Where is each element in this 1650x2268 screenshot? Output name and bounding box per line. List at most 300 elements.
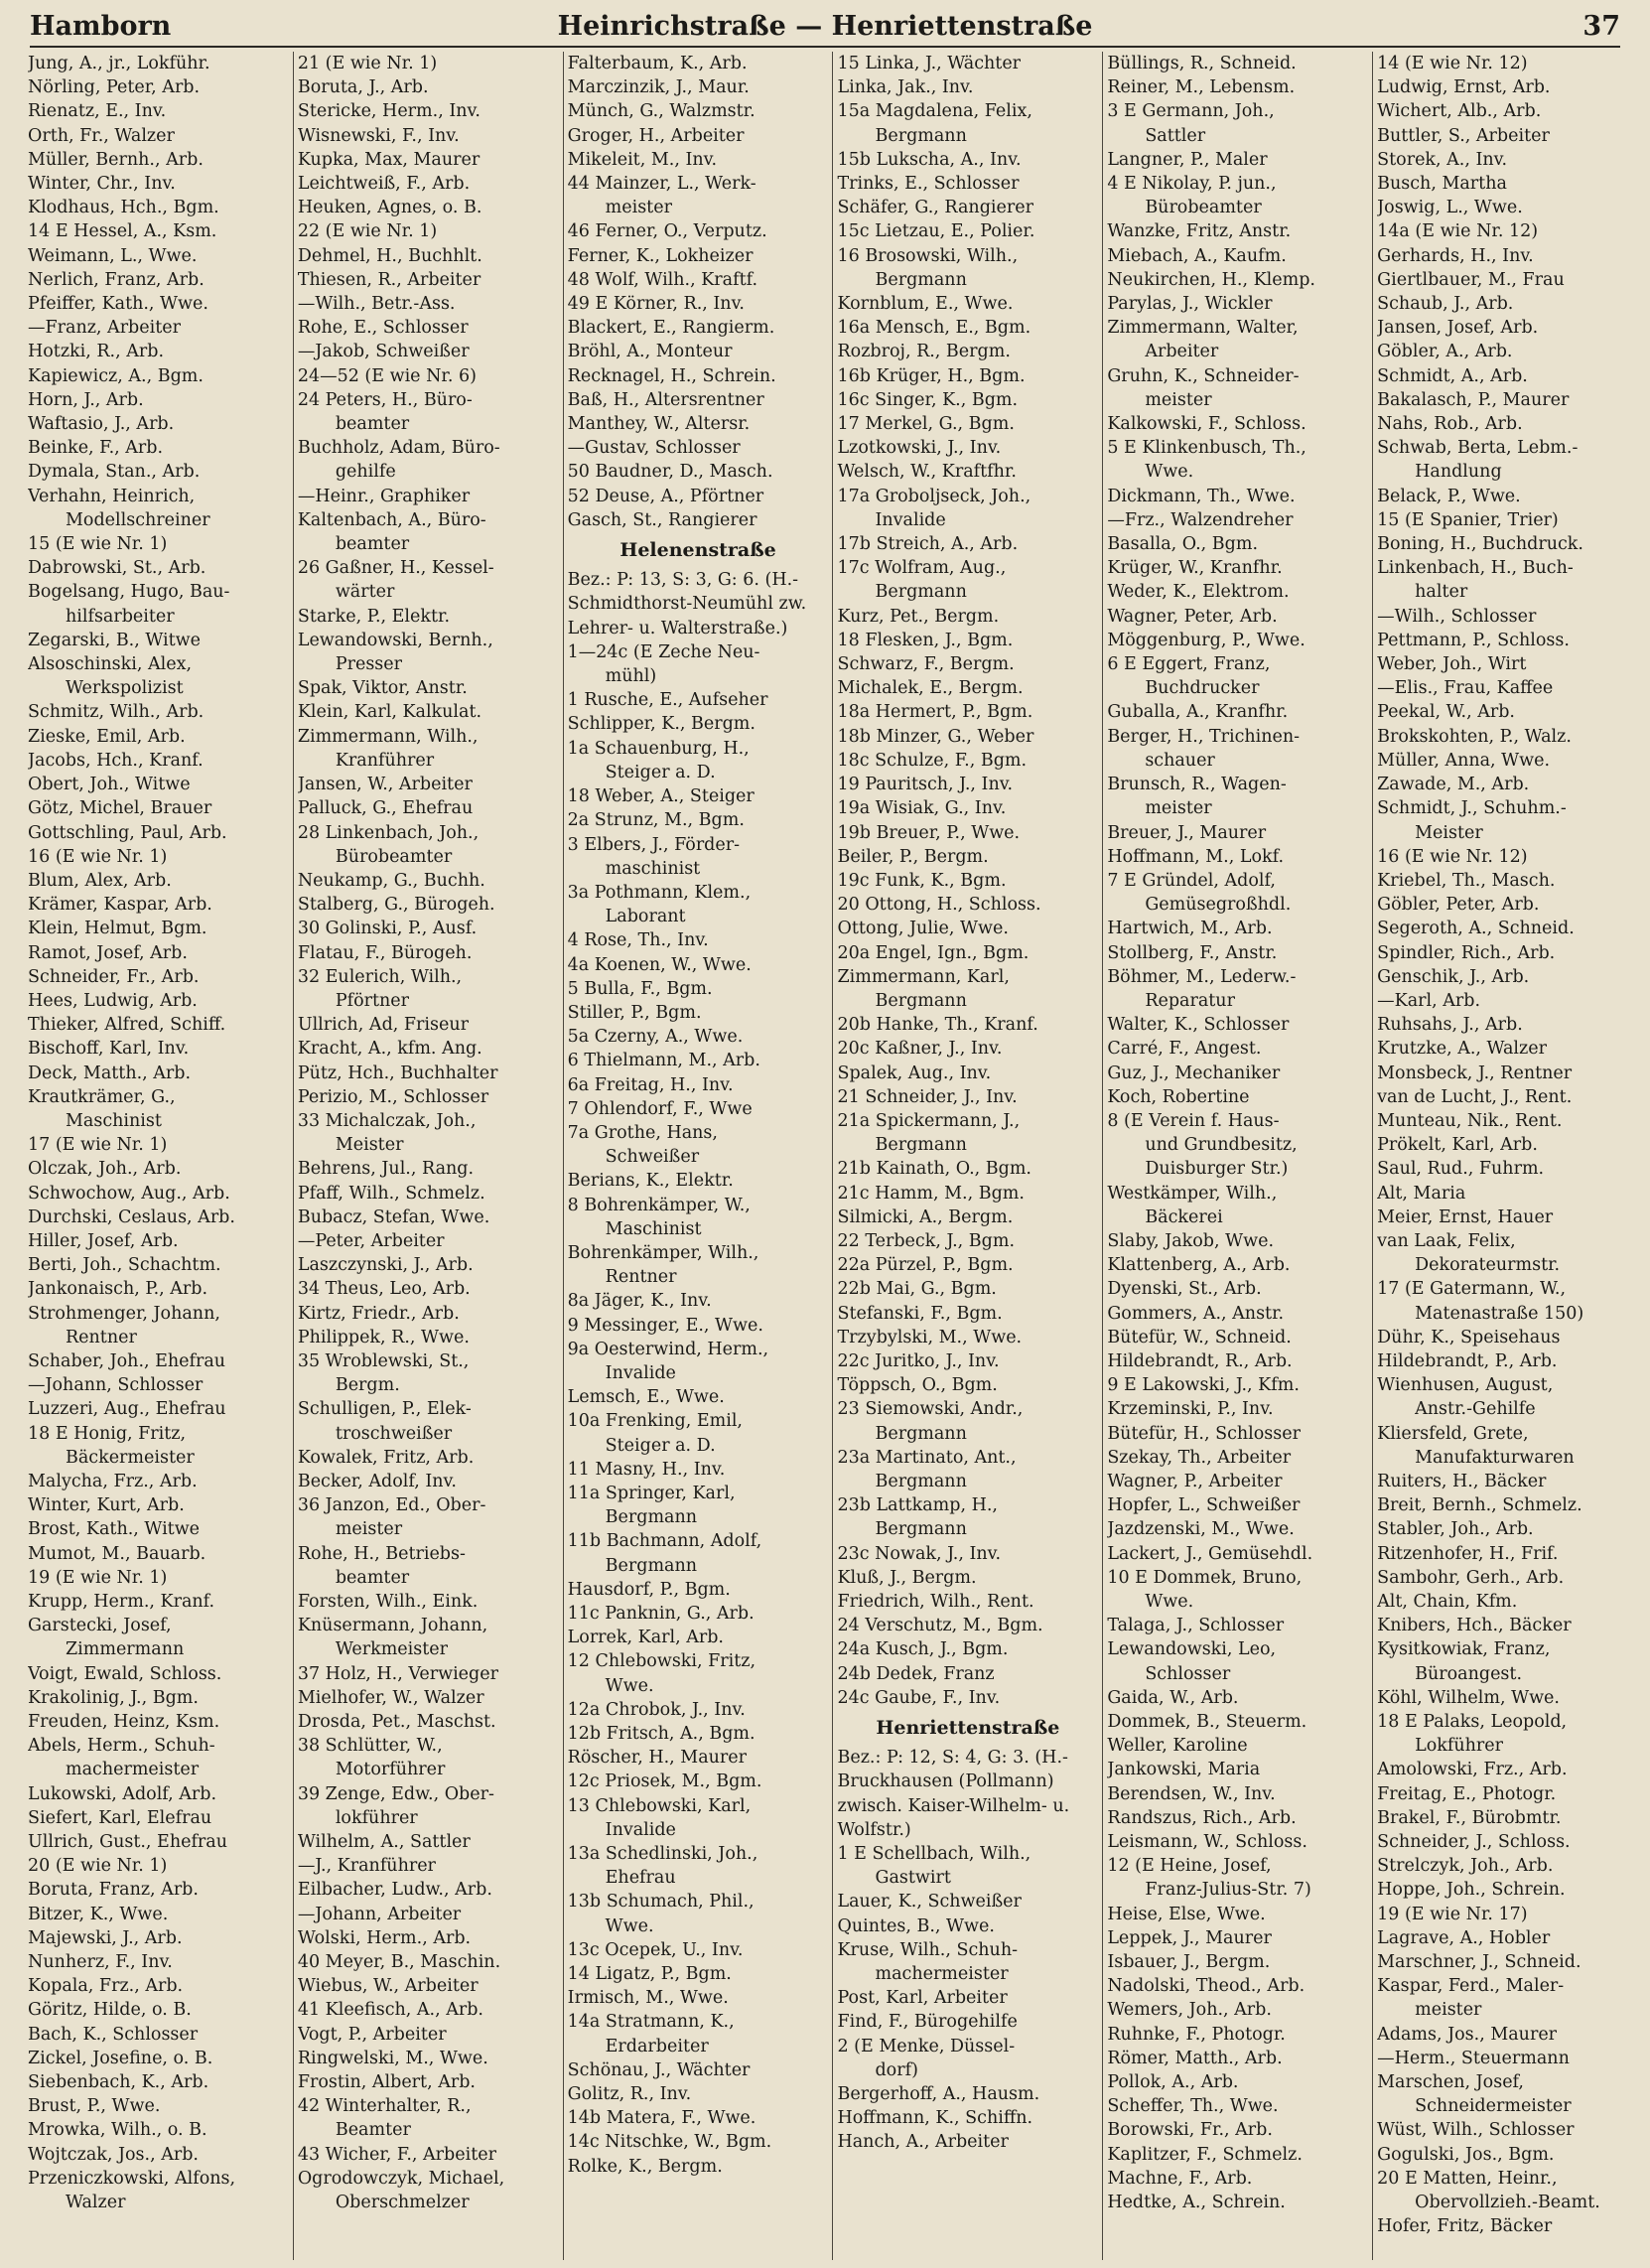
resident-entry: Monsbeck, J., Rentner [1377, 1063, 1573, 1083]
resident-entry: Trinks, E., Schlosser [837, 174, 1020, 195]
resident-entry: 17 Merkel, G., Bgm. [837, 414, 1015, 435]
resident-entry: Brost, Kath., Witwe [28, 1519, 201, 1540]
resident-entry: Machne, F., Arb. [1107, 2168, 1253, 2189]
resident-entry: 1 Rusche, E., Aufseher [567, 690, 768, 711]
resident-entry: Segeroth, A., Schneid. [1377, 919, 1575, 939]
resident-entry: Ullrich, Gust., Ehefrau [28, 1832, 228, 1853]
resident-entry: 18 Weber, A., Steiger [567, 786, 755, 807]
resident-entry: Nunherz, F., Inv. [28, 1952, 173, 1973]
resident-entry: Stiller, P., Bgm. [567, 1002, 702, 1023]
resident-entry: Brust, P., Wwe. [28, 2096, 161, 2117]
resident-entry: Krutzke, A., Walzer [1377, 1039, 1547, 1060]
resident-entry: 22 (E wie Nr. 1) [297, 221, 438, 242]
resident-entry: Berendsen, W., Inv. [1107, 1783, 1276, 1804]
entry-continuation: Matenastraße 150) [1415, 1303, 1584, 1324]
resident-entry: Jansen, Josef, Arb. [1377, 318, 1539, 339]
resident-entry: 4a Koenen, W., Wwe. [567, 954, 752, 975]
resident-entry: Kliersfeld, Grete, [1377, 1423, 1529, 1444]
resident-entry: Bergerhoff, A., Hausm. [837, 2084, 1040, 2105]
resident-entry: 8 Bohrenkämper, W., [567, 1195, 751, 1215]
resident-entry: 15b Lukscha, A., Inv. [837, 149, 1022, 170]
resident-entry: Giertlbauer, M., Frau [1377, 269, 1565, 290]
resident-entry: Frostin, Albert, Arb. [297, 2072, 476, 2093]
resident-entry: Heuken, Agnes, o. B. [297, 198, 482, 218]
entry-continuation: Handlung [1415, 462, 1502, 483]
resident-entry: Hartwich, M., Arb. [1107, 919, 1273, 939]
resident-entry: Boruta, Franz, Arb. [28, 1880, 199, 1901]
resident-entry: Rohe, H., Betriebs- [297, 1543, 466, 1564]
resident-entry: Linkenbach, H., Buch- [1377, 558, 1574, 579]
resident-entry: Rienatz, E., Inv. [28, 101, 167, 122]
resident-entry: Hausdorf, P., Bgm. [567, 1579, 731, 1600]
resident-entry: Reiner, M., Lebensm. [1107, 77, 1296, 98]
resident-entry: Koch, Robertine [1107, 1086, 1250, 1107]
resident-entry: Kalkowski, F., Schloss. [1107, 414, 1306, 435]
resident-entry: 24b Dedek, Franz [837, 1663, 995, 1684]
entry-continuation: Kranführer [335, 750, 435, 771]
resident-entry: 2a Strunz, M., Bgm. [567, 810, 745, 831]
entry-continuation: beamter [335, 1567, 410, 1588]
resident-entry: Mikeleit, M., Inv. [567, 149, 718, 170]
resident-entry: 1a Schauenburg, H., [567, 738, 750, 759]
entry-continuation: Presser [335, 654, 403, 675]
entry-continuation: wärter [335, 582, 395, 603]
resident-entry: Zickel, Josefine, o. B. [28, 2048, 213, 2068]
resident-entry: Krakolinig, J., Bgm. [28, 1687, 199, 1708]
resident-entry: 44 Mainzer, L., Werk- [567, 174, 756, 195]
resident-entry: 1 E Schellbach, Wilh., [837, 1844, 1031, 1865]
resident-entry: Stollberg, F., Anstr. [1107, 942, 1278, 963]
resident-entry: Breit, Bernh., Schmelz. [1377, 1495, 1582, 1516]
resident-entry: 11c Panknin, G., Arb. [567, 1604, 755, 1624]
resident-entry: Dommek, B., Steuerm. [1107, 1712, 1307, 1733]
resident-entry: Forsten, Wilh., Eink. [297, 1592, 479, 1612]
resident-entry: Jankowski, Maria [1107, 1760, 1261, 1780]
resident-entry: 9 Messinger, E., Wwe. [567, 1315, 763, 1336]
resident-entry: Hotzki, R., Arb. [28, 342, 165, 362]
resident-entry: Krzeminski, P., Inv. [1107, 1399, 1274, 1420]
resident-entry: Ruiters, H., Bäcker [1377, 1471, 1547, 1491]
resident-entry: 22a Pürzel, P., Bgm. [837, 1255, 1014, 1276]
resident-entry: —Johann, Arbeiter [297, 1904, 462, 1924]
entry-continuation: Reparatur [1145, 990, 1235, 1011]
entry-continuation: mühl) [605, 666, 657, 687]
resident-entry: 13b Schumach, Phil., [567, 1892, 755, 1913]
resident-entry: 41 Kleefisch, A., Arb. [297, 2000, 483, 2021]
resident-entry: Szekay, Th., Arbeiter [1107, 1447, 1292, 1468]
resident-entry: —Johann, Schlosser [28, 1375, 204, 1396]
entry-continuation: Arbeiter [1145, 342, 1219, 362]
entry-continuation: maschinist [605, 858, 701, 879]
resident-entry: 17a Groboljseck, Joh., [837, 486, 1031, 506]
resident-entry: Strohmenger, Johann, [28, 1303, 220, 1324]
entry-continuation: Bergmann [605, 1555, 698, 1576]
entry-continuation: Lokführer [1415, 1736, 1504, 1757]
resident-entry: Römer, Matth., Arb. [1107, 2048, 1283, 2068]
resident-entry: Friedrich, Wilh., Rent. [837, 1592, 1034, 1612]
resident-entry: 21a Spickermann, J., [837, 1110, 1021, 1131]
resident-entry: 15 Linka, J., Wächter [837, 54, 1022, 73]
entry-continuation: beamter [335, 414, 410, 435]
resident-entry: —Heinr., Graphiker [297, 486, 471, 506]
resident-entry: 9a Oesterwind, Herm., [567, 1339, 769, 1359]
resident-entry: Irmisch, M., Wwe. [567, 1988, 729, 2009]
resident-entry: Kopala, Frz., Arb. [28, 1976, 184, 1997]
resident-entry: 42 Winterhalter, R., [297, 2096, 472, 2117]
entry-continuation: Gastwirt [875, 1868, 951, 1889]
resident-entry: Wagner, Peter, Arb. [1107, 606, 1278, 627]
resident-entry: 48 Wolf, Wilh., Kraftf. [567, 269, 758, 290]
resident-entry: 17b Streich, A., Arb. [837, 534, 1019, 555]
resident-entry: 18b Minzer, G., Weber [837, 726, 1034, 747]
resident-entry: Find, F., Bürogehilfe [837, 2012, 1018, 2033]
resident-entry: Alt, Maria [1377, 1183, 1466, 1204]
resident-entry: 19 (E wie Nr. 1) [28, 1567, 168, 1588]
resident-entry: 35 Wroblewski, St., [297, 1350, 470, 1371]
resident-entry: Ramot, Josef, Arb. [28, 942, 188, 963]
resident-entry: Ruhsahs, J., Arb. [1377, 1015, 1523, 1036]
resident-entry: Köhl, Wilhelm, Wwe. [1377, 1687, 1560, 1708]
resident-entry: Möggenburg, P., Wwe. [1107, 630, 1306, 650]
resident-entry: Recknagel, H., Schrein. [567, 365, 776, 386]
resident-entry: Pütz, Hch., Buchhalter [297, 1063, 498, 1083]
resident-entry: 15 (E wie Nr. 1) [28, 534, 168, 555]
resident-entry: 14a Stratmann, K., [567, 2012, 735, 2033]
entry-continuation: lokführer [335, 1807, 418, 1828]
resident-entry: Luzzeri, Aug., Ehefrau [28, 1399, 226, 1420]
column-1 [24, 52, 293, 2260]
resident-entry: Lewandowski, Leo, [1107, 1639, 1277, 1660]
resident-entry: Starke, P., Elektr. [297, 606, 451, 627]
resident-entry: Müller, Bernh., Arb. [28, 149, 204, 170]
column-3 [563, 52, 833, 2260]
resident-entry: Langner, P., Maler [1107, 149, 1268, 170]
page-number: 37 [1582, 11, 1620, 42]
resident-entry: Ritzenhofer, H., Frif. [1377, 1543, 1559, 1564]
resident-entry: 16c Singer, K., Bgm. [837, 389, 1019, 410]
resident-entry: 19c Funk, K., Bgm. [837, 870, 1007, 891]
entry-continuation: meister [605, 198, 672, 218]
entry-continuation: meister [1415, 2000, 1482, 2021]
resident-entry: 16a Mensch, E., Bgm. [837, 318, 1031, 339]
resident-entry: Michalek, E., Bergm. [837, 678, 1024, 699]
resident-entry: 13 Chlebowski, Karl, [567, 1795, 752, 1816]
resident-entry: Scheffer, Th., Wwe. [1107, 2096, 1279, 2117]
page-header [30, 8, 1620, 48]
entry-continuation: Duisburger Str.) [1145, 1159, 1289, 1180]
resident-entry: Jazdzenski, M., Wwe. [1107, 1519, 1295, 1540]
resident-entry: Busch, Martha [1377, 174, 1507, 195]
resident-entry: Nadolski, Theod., Arb. [1107, 1976, 1306, 1997]
resident-entry: 2 (E Menke, Düssel- [837, 2036, 1016, 2056]
entry-continuation: beamter [335, 534, 410, 555]
resident-entry: —Wilh., Schlosser [1377, 606, 1537, 627]
resident-entry: 19 Pauritsch, J., Inv. [837, 775, 1014, 795]
resident-entry: 24 Verschutz, M., Bgm. [837, 1616, 1043, 1636]
resident-entry: Malycha, Frz., Arb. [28, 1471, 198, 1491]
resident-entry: 17c Wolfram, Aug., [837, 558, 1007, 579]
resident-entry: Trzybylski, M., Wwe. [837, 1327, 1023, 1347]
resident-entry: Nerlich, Franz, Arb. [28, 269, 205, 290]
resident-entry: Philippek, R., Wwe. [297, 1327, 470, 1347]
resident-entry: 19b Breuer, P., Wwe. [837, 822, 1021, 843]
entry-continuation: Steiger a. D. [605, 1435, 716, 1456]
resident-entry: 20 (E wie Nr. 1) [28, 1856, 168, 1877]
entry-continuation: Dekorateurmstr. [1415, 1255, 1561, 1276]
resident-entry: Bröhl, A., Monteur [567, 342, 733, 362]
entry-continuation: Laborant [605, 907, 686, 927]
resident-entry: Gogulski, Jos., Bgm. [1377, 2144, 1555, 2165]
resident-entry: 12 Chlebowski, Fritz, [567, 1651, 756, 1672]
header-district: Hamborn [30, 11, 172, 42]
resident-entry: 33 Michalczak, Joh., [297, 1110, 477, 1131]
resident-entry: Beiler, P., Bergm. [837, 846, 989, 867]
resident-entry: Kaspar, Ferd., Maler- [1377, 1976, 1565, 1997]
resident-entry: Schulligen, P., Elek- [297, 1399, 472, 1420]
entry-continuation: meister [1145, 798, 1212, 819]
resident-entry: 38 Schlütter, W., [297, 1736, 443, 1757]
resident-entry: 9 E Lakowski, J., Kfm. [1107, 1375, 1300, 1396]
resident-entry: 5a Czerny, A., Wwe. [567, 1027, 744, 1048]
directory-columns [24, 52, 1642, 2260]
resident-entry: Thiesen, R., Arbeiter [297, 269, 481, 290]
entry-continuation: gehilfe [335, 462, 396, 483]
resident-entry: Berti, Joh., Schachtm. [28, 1255, 221, 1276]
resident-entry: Strelczyk, Joh., Arb. [1377, 1856, 1554, 1877]
resident-entry: Buttler, S., Arbeiter [1377, 125, 1550, 146]
entry-continuation: troschweißer [335, 1423, 453, 1444]
resident-entry: 5 E Klinkenbusch, Th., [1107, 438, 1306, 459]
resident-entry: Wagner, P., Arbeiter [1107, 1471, 1283, 1491]
resident-entry: Lewandowski, Bernh., [297, 630, 493, 650]
resident-entry: Voigt, Ewald, Schloss. [28, 1663, 222, 1684]
resident-entry: —Herm., Steuermann [1377, 2048, 1570, 2068]
resident-entry: Laszczynski, J., Arb. [297, 1255, 474, 1276]
resident-entry: Berians, K., Elektr. [567, 1171, 734, 1192]
resident-entry: 20 Ottong, H., Schloss. [837, 895, 1041, 916]
resident-entry: Joswig, L., Wwe. [1377, 198, 1523, 218]
resident-entry: 20 E Matten, Heinr., [1377, 2168, 1558, 2189]
resident-entry: Slaby, Jakob, Wwe. [1107, 1230, 1275, 1251]
resident-entry: Abels, Herm., Schuh- [28, 1736, 215, 1757]
resident-entry: 20a Engel, Ign., Bgm. [837, 942, 1030, 963]
resident-entry: 10 E Dommek, Bruno, [1107, 1567, 1303, 1588]
entry-continuation: Schweißer [605, 1147, 700, 1168]
resident-entry: Drosda, Pet., Maschst. [297, 1712, 496, 1733]
resident-entry: Stabler, Joh., Arb. [1377, 1519, 1534, 1540]
resident-entry: Peekal, W., Arb. [1377, 702, 1515, 723]
resident-entry: Zimmermann, Wilh., [297, 726, 479, 747]
resident-entry: Guballa, A., Kranfhr. [1107, 702, 1289, 723]
resident-entry: 46 Ferner, O., Verputz. [567, 221, 767, 242]
resident-entry: 14 (E wie Nr. 12) [1377, 54, 1528, 73]
resident-entry: Gruhn, K., Schneider- [1107, 365, 1300, 386]
resident-entry: Wolski, Herm., Arb. [297, 1927, 472, 1948]
resident-entry: 21b Kainath, O., Bgm. [837, 1159, 1031, 1180]
resident-entry: Stericke, Herm., Inv. [297, 101, 481, 122]
resident-entry: Hopfer, L., Schweißer [1107, 1495, 1301, 1516]
street-info: Bez.: P: 13, S: 3, G: 6. (H.-Schmidthorst-Neumühl zw. Lehrer- u. Walterstraße.) [567, 570, 807, 638]
resident-entry: Krüger, W., Kranfhr. [1107, 558, 1283, 579]
entry-continuation: hilfsarbeiter [66, 606, 175, 627]
entry-continuation: Bergmann [875, 1423, 967, 1444]
street-info: Bez.: P: 12, S: 4, G: 3. (H.-Bruckhausen (Pollmann) zwisch. Kaiser-Wilhelm- u. Wolfstr.) [837, 1748, 1070, 1840]
resident-entry: 14 Ligatz, P., Bgm. [567, 1964, 732, 1985]
resident-entry: Schmidt, A., Arb. [1377, 365, 1528, 386]
resident-entry: 39 Zenge, Edw., Ober- [297, 1783, 494, 1804]
resident-entry: 24—52 (E wie Nr. 6) [297, 365, 477, 386]
resident-entry: Töppsch, O., Bgm. [837, 1375, 998, 1396]
resident-entry: 37 Holz, H., Verwieger [297, 1663, 498, 1684]
resident-entry: Miebach, A., Kaufm. [1107, 245, 1287, 266]
entry-continuation: Sattler [1145, 125, 1206, 146]
resident-entry: Hildebrandt, R., Arb. [1107, 1350, 1293, 1371]
entry-continuation: Bergmann [875, 990, 967, 1011]
resident-entry: Hedtke, A., Schrein. [1107, 2193, 1286, 2213]
resident-entry: Dehmel, H., Buchhlt. [297, 245, 482, 266]
resident-entry: Kurz, Pet., Bergm. [837, 606, 1000, 627]
resident-entry: 4 E Nikolay, P. jun., [1107, 174, 1277, 195]
resident-entry: 13a Schedlinski, Joh., [567, 1844, 758, 1865]
resident-entry: 11 Masny, H., Inv. [567, 1459, 726, 1480]
resident-entry: 3a Pothmann, Klem., [567, 882, 752, 903]
resident-entry: Bütefür, W., Schneid. [1107, 1327, 1292, 1347]
resident-entry: Zimmermann, Karl, [837, 966, 1010, 987]
entry-continuation: Obervollzieh.-Beamt. [1415, 2193, 1600, 2213]
resident-entry: Linka, Jak., Inv. [837, 77, 974, 98]
resident-entry: —Wilh., Betr.-Ass. [297, 294, 456, 315]
resident-entry: Alsoschinski, Alex, [28, 654, 193, 675]
resident-entry: Wiebus, W., Arbeiter [297, 1976, 479, 1997]
resident-entry: Jankonaisch, P., Arb. [28, 1279, 208, 1300]
entry-continuation: Bergm. [335, 1375, 400, 1396]
resident-entry: Bogelsang, Hugo, Bau- [28, 582, 230, 603]
resident-entry: Kaplitzer, F., Schmelz. [1107, 2144, 1303, 2165]
resident-entry: 34 Theus, Leo, Arb. [297, 1279, 471, 1300]
resident-entry: Hildebrandt, P., Arb. [1377, 1350, 1558, 1371]
resident-entry: Silmicki, A., Bergm. [837, 1206, 1014, 1227]
resident-entry: 21c Hamm, M., Bgm. [837, 1183, 1025, 1204]
entry-continuation: meister [1145, 389, 1212, 410]
resident-entry: Randszus, Rich., Arb. [1107, 1807, 1297, 1828]
resident-entry: 23 Siemowski, Andr., [837, 1399, 1024, 1420]
resident-entry: Pfeiffer, Kath., Wwe. [28, 294, 208, 315]
resident-entry: 6 E Eggert, Franz, [1107, 654, 1271, 675]
resident-entry: Krautkrämer, G., [28, 1086, 176, 1107]
resident-entry: 23b Lattkamp, H., [837, 1495, 998, 1516]
resident-entry: 21 Schneider, J., Inv. [837, 1086, 1018, 1107]
resident-entry: Mrowka, Wilh., o. B. [28, 2120, 207, 2141]
resident-entry: Lackert, J., Gemüsehdl. [1107, 1543, 1313, 1564]
resident-entry: Boruta, J., Arb. [297, 77, 429, 98]
resident-entry: Pollok, A., Arb. [1107, 2072, 1239, 2093]
resident-entry: 12b Fritsch, A., Bgm. [567, 1724, 756, 1745]
resident-entry: 30 Golinski, P., Ausf. [297, 919, 478, 939]
entry-continuation: Rentner [605, 1267, 677, 1288]
resident-entry: Palluck, G., Ehefrau [297, 798, 474, 819]
entry-continuation: Bergmann [875, 269, 967, 290]
resident-entry: Welsch, W., Kraftfhr. [837, 462, 1017, 483]
resident-entry: Hanch, A., Arbeiter [837, 2132, 1009, 2153]
resident-entry: Brokskohten, P., Walz. [1377, 726, 1572, 747]
resident-entry: 16b Krüger, H., Bgm. [837, 365, 1026, 386]
entry-continuation: Invalide [605, 1362, 676, 1383]
resident-entry: Eilbacher, Ludw., Arb. [297, 1880, 492, 1901]
resident-entry: 14a (E wie Nr. 12) [1377, 221, 1539, 242]
resident-entry: Rolke, K., Bergm. [567, 2156, 723, 2177]
resident-entry: Ogrodowczyk, Michael, [297, 2168, 505, 2189]
resident-entry: Majewski, J., Arb. [28, 1927, 183, 1948]
resident-entry: Spak, Viktor, Anstr. [297, 678, 468, 699]
resident-entry: Hofer, Fritz, Bäcker [1377, 2216, 1553, 2237]
entry-continuation: Buchdrucker [1145, 678, 1260, 699]
resident-entry: Schmidt, J., Schuhm.- [1377, 798, 1567, 819]
resident-entry: Bubacz, Stefan, Wwe. [297, 1206, 490, 1227]
resident-entry: Orth, Fr., Walzer [28, 125, 175, 146]
resident-entry: Schaub, J., Arb. [1377, 294, 1514, 315]
resident-entry: Marczinzik, J., Maur. [567, 77, 750, 98]
resident-entry: 18 Flesken, J., Bgm. [837, 630, 1014, 650]
resident-entry: Berger, H., Trichinen- [1107, 726, 1301, 747]
resident-entry: Obert, Joh., Witwe [28, 775, 191, 795]
resident-entry: Schaber, Joh., Ehefrau [28, 1350, 226, 1371]
resident-entry: Bakalasch, P., Maurer [1377, 389, 1570, 410]
resident-entry: 7a Grothe, Hans, [567, 1122, 718, 1143]
resident-entry: Deck, Matth., Arb. [28, 1063, 192, 1083]
resident-entry: Dymala, Stan., Arb. [28, 462, 201, 483]
resident-entry: Gommers, A., Anstr. [1107, 1303, 1285, 1324]
resident-entry: Müller, Anna, Wwe. [1377, 750, 1551, 771]
resident-entry: Ludwig, Ernst, Arb. [1377, 77, 1551, 98]
resident-entry: Golitz, R., Inv. [567, 2084, 692, 2105]
entry-continuation: Oberschmelzer [335, 2193, 470, 2213]
resident-entry: Wisnewski, F., Inv. [297, 125, 460, 146]
resident-entry: 5 Bulla, F., Bgm. [567, 978, 713, 999]
resident-entry: 50 Baudner, D., Masch. [567, 462, 773, 483]
entry-continuation: Bergmann [875, 582, 967, 603]
entry-continuation: und Grundbesitz, [1145, 1135, 1298, 1156]
resident-entry: 15a Magdalena, Felix, [837, 101, 1032, 122]
resident-entry: 18a Hermert, P., Bgm. [837, 702, 1033, 723]
resident-entry: 6a Freitag, H., Inv. [567, 1074, 734, 1095]
entry-continuation: Werkmeister [335, 1639, 448, 1660]
resident-entry: 16 (E wie Nr. 12) [1377, 846, 1528, 867]
resident-entry: 24c Gaube, F., Inv. [837, 1687, 1001, 1708]
resident-entry: —Frz., Walzendreher [1107, 509, 1294, 530]
resident-entry: van de Lucht, J., Rent. [1377, 1086, 1573, 1107]
entry-continuation: Büroangest. [1415, 1663, 1523, 1684]
resident-entry: Neukamp, G., Buchh. [297, 870, 485, 891]
resident-entry: Marschner, J., Schneid. [1377, 1952, 1581, 1973]
resident-entry: Kriebel, Th., Masch. [1377, 870, 1556, 891]
resident-entry: Blum, Alex, Arb. [28, 870, 172, 891]
entry-continuation: Maschinist [66, 1110, 162, 1131]
entry-continuation: dorf) [875, 2059, 918, 2080]
resident-entry: Genschik, J., Arb. [1377, 966, 1530, 987]
resident-entry: 32 Eulerich, Wilh., [297, 966, 463, 987]
resident-entry: 15c Lietzau, E., Polier. [837, 221, 1035, 242]
entry-continuation: Bergmann [875, 125, 967, 146]
resident-entry: Hiller, Josef, Arb. [28, 1230, 179, 1251]
resident-entry: Bohrenkämper, Wilh., [567, 1242, 759, 1263]
resident-entry: Falterbaum, K., Arb. [567, 54, 748, 73]
resident-entry: Boning, H., Buchdruck. [1377, 534, 1583, 555]
resident-entry: Stefanski, F., Bgm. [837, 1303, 1003, 1324]
column-2 [293, 52, 563, 2260]
entry-continuation: Wwe. [1145, 1592, 1194, 1612]
column-6 [1372, 52, 1642, 2260]
resident-entry: Wilhelm, A., Sattler [297, 1832, 471, 1853]
